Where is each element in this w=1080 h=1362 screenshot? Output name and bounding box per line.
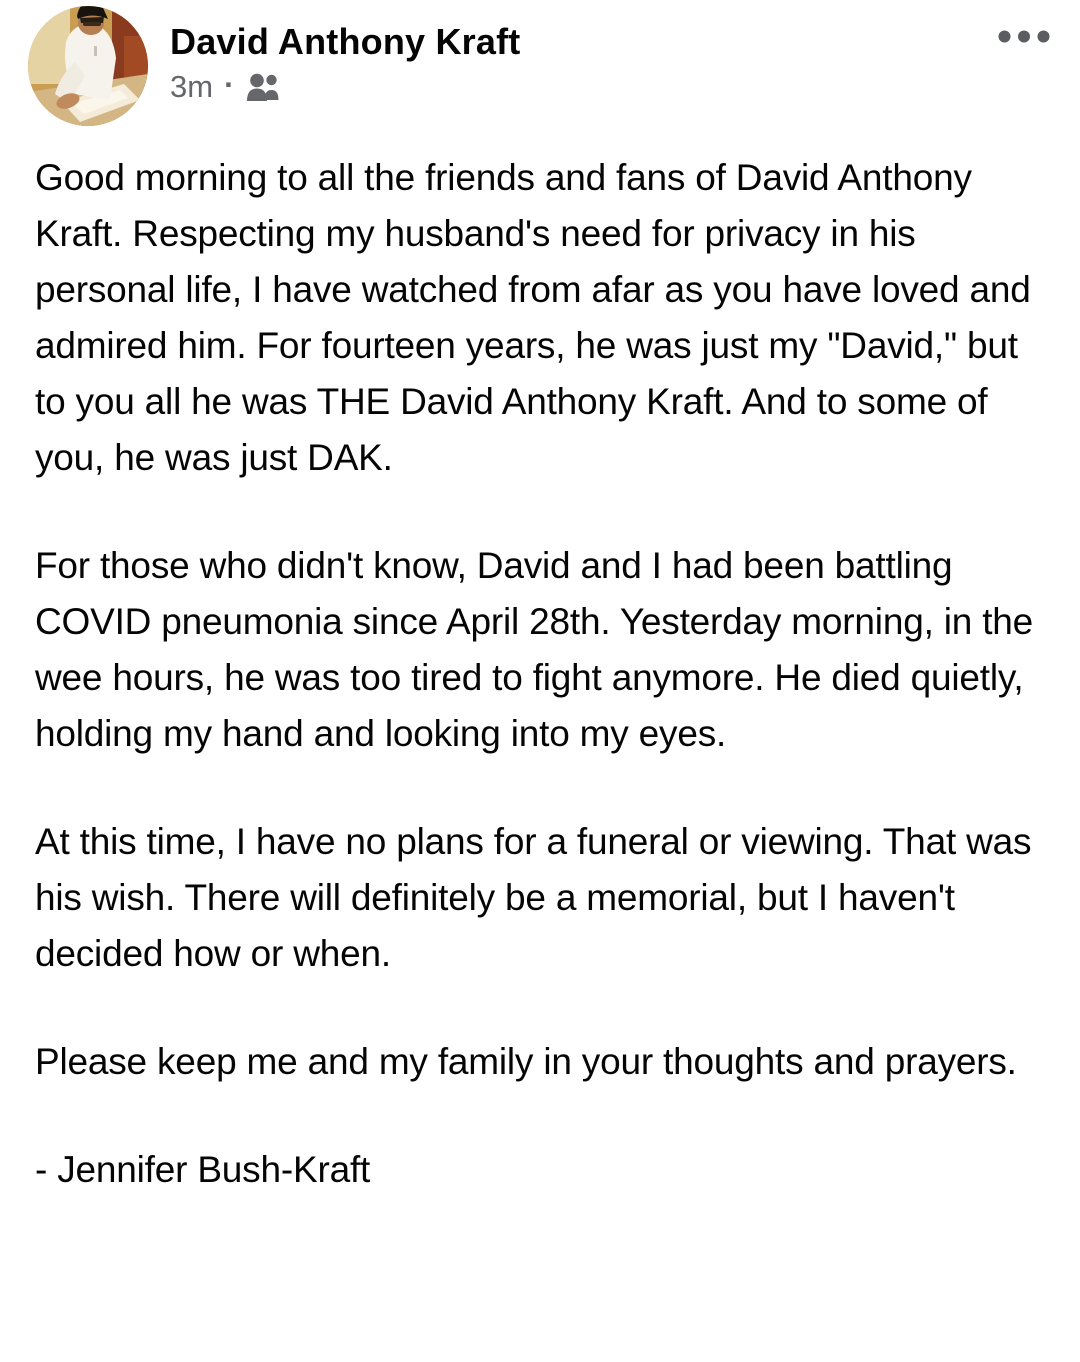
timestamp[interactable]: 3m (170, 69, 214, 105)
ellipsis-icon (998, 30, 1050, 43)
post-paragraph-3: At this time, I have no plans for a funeral or viewing. That was his wish. There will definitely be a memorial, but I haven't decided how or when. (35, 821, 1032, 974)
post-paragraph-2: For those who didn't know, David and I had been battling COVID pneumonia since April 28th. Yesterday morning, in the wee hours, he was too tired to fight anymore. He died quietly, holding my hand and looking into my eyes. (35, 545, 1034, 754)
post-paragraph-4: Please keep me and my family in your thoughts and prayers. (35, 1041, 1017, 1082)
post-header (0, 0, 1080, 126)
header-text (170, 6, 521, 105)
post-meta (170, 67, 520, 105)
more-options-button[interactable] (994, 16, 1054, 56)
avatar[interactable] (28, 6, 148, 126)
post-body (0, 126, 1078, 1198)
profile-photo-icon (28, 6, 148, 126)
friends-icon (245, 71, 281, 102)
post-paragraph-1: Good morning to all the friends and fans of David Anthony Kraft. Respecting my husband's need for privacy in his personal life, I have watched from afar as you have loved and admired him. For fourteen years, he was just my "David," but to you all he was THE David Anthony Kraft. And to some of you, he was just DAK. (35, 157, 1031, 478)
meta-separator: · (224, 67, 235, 103)
post-signature: - Jennifer Bush-Kraft (35, 1149, 371, 1190)
author-name[interactable]: David Anthony Kraft (170, 21, 521, 62)
